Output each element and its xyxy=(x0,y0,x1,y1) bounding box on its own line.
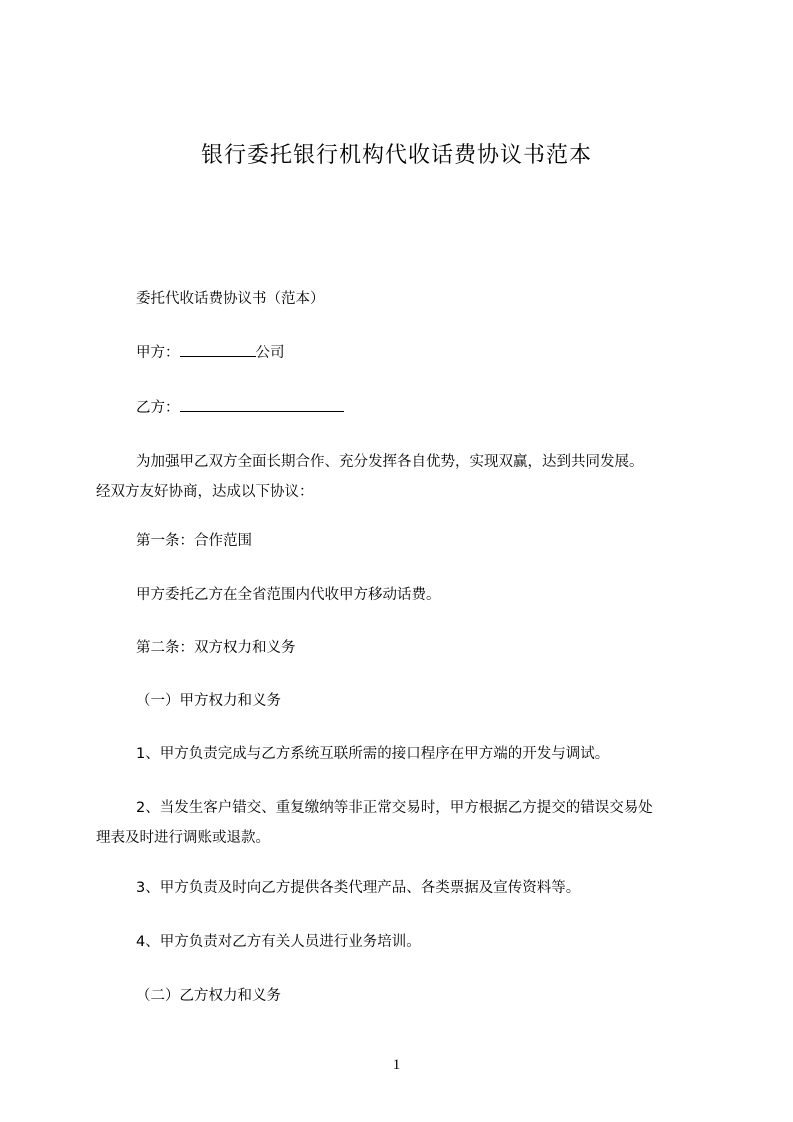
party-a-blank xyxy=(180,342,256,357)
item-1: 1、甲方负责完成与乙方系统互联所需的接口程序在甲方端的开发与调试。 xyxy=(136,746,610,762)
item-2 xyxy=(96,793,716,853)
article-1-heading: 第一条：合作范围 xyxy=(136,533,252,549)
article-1-text: 甲方委托乙方在全省范围内代收甲方移动话费。 xyxy=(136,587,441,603)
party-a-line xyxy=(96,338,756,368)
item-3: 3、甲方负责及时向乙方提供各类代理产品、各类票据及宣传资料等。 xyxy=(136,880,581,896)
party-a-label: 甲方： xyxy=(136,345,180,361)
intro-paragraph xyxy=(96,447,716,507)
intro-line-1: 为加强甲乙双方全面长期合作、充分发挥各自优势，实现双赢，达到共同发展。 xyxy=(136,454,644,470)
document-title: 银行委托银行机构代收话费协议书范本 xyxy=(200,143,592,168)
section-b-heading: （二）乙方权力和义务 xyxy=(136,988,281,1004)
intro-line-2: 经双方友好协商，达成以下协议： xyxy=(96,484,314,500)
item-2-line-1: 2、当发生客户错交、重复缴纳等非正常交易时，甲方根据乙方提交的错误交易处 xyxy=(136,800,653,816)
party-a-suffix: 公司 xyxy=(255,345,285,361)
section-a-heading: （一）甲方权力和义务 xyxy=(136,693,281,709)
item-4: 4、甲方负责对乙方有关人员进行业务培训。 xyxy=(136,934,421,950)
party-b-label: 乙方： xyxy=(136,400,180,416)
agreement-subtitle: 委托代收话费协议书（范本） xyxy=(136,291,325,307)
party-b-blank xyxy=(180,397,344,412)
page-number: 1 xyxy=(392,1057,401,1073)
article-2-heading: 第二条：双方权力和义务 xyxy=(136,640,296,656)
party-b-line xyxy=(96,393,756,423)
item-2-line-2: 理表及时进行调账或退款。 xyxy=(96,830,270,846)
